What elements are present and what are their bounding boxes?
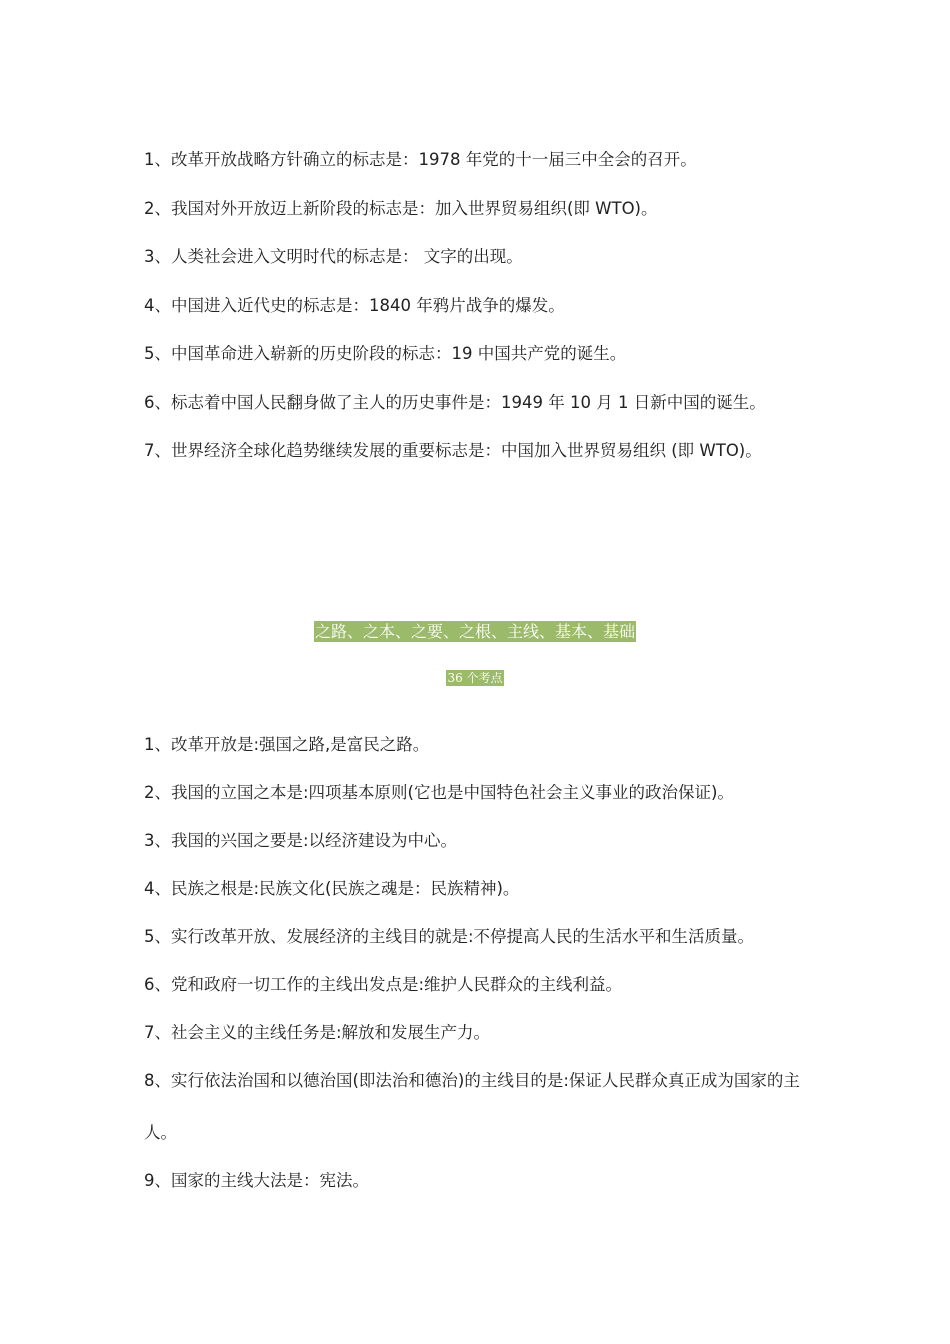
section-subheading-text: 36 个考点 bbox=[447, 671, 503, 685]
list-item: 4、中国进入近代史的标志是：1840 年鸦片战争的爆发。 bbox=[144, 295, 565, 315]
list-item: 1、改革开放是:强国之路,是富民之路。 bbox=[144, 735, 430, 754]
list-item: 3、人类社会进入文明时代的标志是： 文字的出现。 bbox=[144, 247, 523, 266]
markers-list bbox=[144, 148, 824, 502]
section-heading bbox=[0, 621, 950, 643]
list-item: 2、我国的立国之本是:四项基本原则(它也是中国特色社会主义事业的政治保证)。 bbox=[144, 783, 734, 802]
list-item: 9、国家的主线大法是：宪法。 bbox=[144, 1171, 369, 1190]
list-item: 8、实行依法治国和以德治国(即法治和德治)的主线目的是:保证人民群众真正成为国家的主人。 bbox=[144, 1071, 800, 1142]
key-points-list bbox=[144, 733, 824, 1217]
list-item: 4、民族之根是:民族文化(民族之魂是：民族精神)。 bbox=[144, 879, 520, 898]
section-heading-text: 之路、之本、之要、之根、主线、基本、基础 bbox=[314, 622, 635, 641]
list-item: 6、标志着中国人民翻身做了主人的历史事件是：1949 年 10 月 1 日新中国的诞生。 bbox=[144, 392, 766, 412]
list-item: 7、社会主义的主线任务是:解放和发展生产力。 bbox=[144, 1023, 491, 1042]
list-item: 6、党和政府一切工作的主线出发点是:维护人民群众的主线利益。 bbox=[144, 975, 623, 994]
list-item: 7、世界经济全球化趋势继续发展的重要标志是：中国加入世界贸易组织 (即 WTO)。 bbox=[144, 441, 762, 460]
list-item: 5、中国革命进入崭新的历史阶段的标志：19 中国共产党的诞生。 bbox=[144, 344, 627, 363]
section-subheading bbox=[0, 670, 950, 686]
list-item: 1、改革开放战略方针确立的标志是：1978 年党的十一届三中全会的召开。 bbox=[144, 150, 697, 169]
list-item: 5、实行改革开放、发展经济的主线目的就是:不停提高人民的生活水平和生活质量。 bbox=[144, 927, 755, 946]
list-item: 2、我国对外开放迈上新阶段的标志是：加入世界贸易组织(即 WTO)。 bbox=[144, 198, 658, 218]
list-item: 3、我国的兴国之要是:以经济建设为中心。 bbox=[144, 831, 458, 850]
